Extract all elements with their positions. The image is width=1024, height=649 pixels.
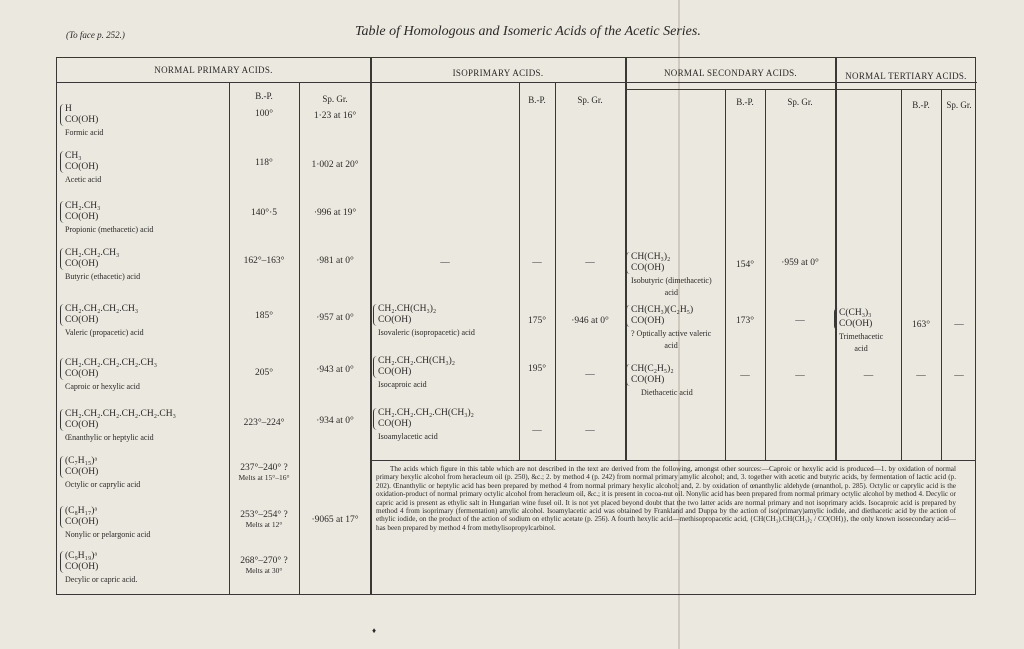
primary-sg: ·996 at 19°	[313, 208, 357, 218]
formula-line-1: CH₂.CH₂.CH₂.CH₃	[65, 304, 139, 314]
primary-bp: 185°	[254, 311, 274, 321]
primary-bp: 162°–163°	[243, 256, 285, 266]
formula-line-1: CH₂.CH₂.CH(CH₃)₂	[378, 356, 456, 366]
ter-bp-col-line	[901, 89, 902, 460]
formula-line-1: CH₂.CH₂.CH₂.CH₂.CH₂.CH₃	[65, 409, 176, 419]
formula-line-2: CO(OH)	[378, 419, 412, 429]
sec-bp: 154°	[735, 260, 755, 270]
primary-entry	[65, 248, 140, 282]
primary-entry	[65, 104, 103, 138]
acid-name: Isoamylacetic acid	[378, 432, 438, 441]
iso-sg: ·946 at 0°	[571, 316, 609, 326]
primary-sg: 1·23 at 16°	[313, 111, 357, 121]
formula-line-2: CO(OH)	[378, 315, 412, 325]
primary-sg: ·943 at 0°	[316, 365, 354, 375]
ter-empty-name: —	[863, 371, 874, 381]
acid-name: Propionic (methacetic) acid	[65, 225, 154, 234]
formula-line-1: CH₂.CH(CH₃)₂	[378, 304, 437, 314]
primary-bp: 118°	[255, 158, 273, 168]
acid-name: Nonylic or pelargonic acid	[65, 530, 151, 539]
primary-sg: 1·002 at 20°	[311, 160, 359, 170]
secondary-entry	[631, 364, 693, 398]
acid-name: Acetic acid	[65, 175, 102, 184]
formula-line-1: (C₉H₁₉)ᵃ	[65, 551, 98, 561]
melting-point: Melts at 30°	[245, 566, 283, 575]
acid-name: Octylic or caprylic acid	[65, 480, 141, 489]
acid-name: Formic acid	[65, 128, 104, 137]
ter-bp: —	[916, 371, 926, 381]
formula-line-2: CO(OH)	[65, 369, 99, 379]
sec-bp: —	[740, 371, 750, 381]
formula-line-2: CO(OH)	[839, 319, 873, 329]
melting-point: Melts at 15°–16°	[238, 473, 290, 482]
divider-primary-iso	[370, 58, 372, 594]
sec-sg-header: Sp. Gr.	[787, 97, 813, 107]
sub-header-rule	[625, 89, 975, 90]
acid-name: Caproic or hexylic acid	[65, 382, 140, 391]
formula-line-2: CO(OH)	[65, 517, 99, 527]
iso-bp: —	[532, 426, 542, 436]
face-page-reference: (To face p. 252.)	[66, 30, 125, 40]
iso-empty-name: —	[440, 258, 450, 268]
acid-name: Decylic or capric acid.	[65, 575, 138, 584]
section-normal-secondary: NORMAL SECONDARY ACIDS.	[663, 68, 797, 78]
formula-line-2: CO(OH)	[65, 162, 99, 172]
primary-entry	[65, 456, 140, 490]
formula-line-2: CO(OH)	[65, 467, 99, 477]
section-normal-primary: NORMAL PRIMARY ACIDS.	[154, 65, 273, 75]
formula-line-2: CO(OH)	[65, 420, 99, 430]
formula-line-1: CH₂.CH₂.CH₂.CH₂.CH₃	[65, 358, 158, 368]
footnote-rule	[371, 460, 975, 461]
secondary-entry	[631, 252, 712, 298]
tertiary-entry	[839, 308, 883, 354]
ter-bp-header: B.-P.	[912, 100, 930, 110]
ter-sg-header: Sp. Gr.	[946, 100, 972, 110]
formula-line-2: CO(OH)	[65, 562, 99, 572]
formula-line-2: CO(OH)	[65, 212, 99, 222]
acid-name: Trimethacetic	[839, 332, 884, 341]
primary-bp	[229, 510, 299, 529]
acid-name: Œnanthylic or heptylic acid	[65, 433, 154, 442]
acid-name: Isocaproic acid	[378, 380, 427, 389]
sec-bp-header: B.-P.	[736, 97, 754, 107]
formula-line-1: CH₂.CH₂.CH₂.CH(CH₃)₂	[378, 408, 474, 418]
formula-line-1: CH₂.CH₂.CH₃	[65, 248, 120, 258]
primary-entry	[65, 358, 157, 392]
acid-name: Isobutyric (dimethacetic)	[631, 276, 712, 285]
divider-secondary-tertiary	[835, 58, 837, 460]
sec-sg-col-line	[765, 89, 766, 460]
footnote-text: The acids which figure in this table which are not described in the text are derived from the following, amongst other sources:—Caproic or hexylic acid is produced—1. by oxidation of normal primary hexylic alcohol from heracleum oil (p. 250), &c.; 2. by method 4 (p. 242) from normal primary amylic alcohol; and, 3. together with acetic and butyric acids, by fermentation of lactic acid (p. 202). Œnanthylic or heptylic acid has been prepared by method 4 from normal primary hexylic alcohol; and, 2. by oxidation of œnanthylic aldehyde (œnanthol, p. 285). Octylic or caprylic acid is the oxidation-product of normal primary octylic alcohol from heracleum oil, &c.; it is present in cocoa-nut oil. Nonylic acid has been prepared from normal primary octylic alcohol by method 4. Decylic or capric acid is present as ethylic salt in Hungarian wine fusel oil. It is not yet placed beyond doubt that the two latter acids are normal primary and not isoprimary acids. Isocaproic acid is prepared by method 4 from isoprimary (fermentation) amylic alcohol. Isoamylacetic acid was obtained by Frankland and Duppa by the action of iso(primary)amylic iodide, and diethacetic acid by the action of ethylic iodide, on the product of the action of sodium on ethylic acetate (p. 256). A fourth hexylic acid—methisopropacetic acid, {CH(CH₃).CH(CH₃)₂ / CO(OH)}, the only known isosecondary acid—has been prepared by method 4 from methylisopropylcarbinol.	[376, 465, 956, 532]
acid-name: Butyric (ethacetic) acid	[65, 272, 141, 281]
page-title: Table of Homologous and Isomeric Acids of the Acetic Series.	[355, 24, 701, 39]
primary-bp: 223°–224°	[243, 418, 285, 428]
formula-line-1: CH(CH₃)₂	[631, 252, 671, 262]
acid-name: ? Optically active valeric	[631, 329, 712, 338]
primary-bp: 140°·5	[251, 208, 277, 218]
formula-line-2: CO(OH)	[631, 375, 665, 385]
primary-entry	[65, 506, 150, 540]
primary-sg: ·981 at 0°	[316, 256, 354, 266]
formula-line-1: C(CH₃)₃	[839, 308, 872, 318]
bp-value: 268°–270° ?	[240, 556, 288, 566]
acid-name: Isovaleric (isopropacetic) acid	[378, 328, 475, 337]
primary-entry	[65, 409, 176, 443]
footnote	[376, 465, 956, 532]
iso-sg: —	[585, 370, 595, 380]
secondary-entry	[631, 305, 711, 351]
primary-entry	[65, 551, 137, 585]
sec-bp-col-line	[725, 89, 726, 460]
page-mark: ♦	[372, 626, 377, 635]
bp-value: 253°–254° ?	[240, 510, 288, 520]
formula-line-1: CH(C₂H₅)₂	[631, 364, 674, 374]
sec-sg: —	[795, 316, 805, 326]
formula-line-2: CO(OH)	[65, 115, 99, 125]
section-isoprimary: ISOPRIMARY ACIDS.	[452, 68, 544, 78]
sec-sg: ·959 at 0°	[781, 258, 819, 268]
bp-value: 237°–240° ?	[240, 463, 288, 473]
iso-entry	[378, 356, 455, 390]
primary-entry	[65, 201, 153, 235]
formula-line-2: CO(OH)	[378, 367, 412, 377]
primary-entry	[65, 304, 144, 338]
iso-bp-col-line	[519, 82, 520, 460]
primary-bp	[229, 463, 299, 482]
primary-entry	[65, 151, 101, 185]
iso-sg: —	[585, 426, 595, 436]
primary-sg: ·9065 at 17°	[311, 515, 359, 525]
primary-bp: 205°	[254, 368, 274, 378]
formula-line-1: H	[65, 104, 72, 114]
iso-bp: —	[532, 258, 542, 268]
primary-sg-header: Sp. Gr.	[322, 94, 348, 104]
iso-bp: 175°	[527, 316, 547, 326]
acid-name-cont: acid	[664, 288, 678, 297]
sec-sg: —	[795, 371, 805, 381]
iso-sg: —	[585, 258, 595, 268]
formula-line-1: CH₂.CH₃	[65, 201, 101, 211]
sec-bp: 173°	[735, 316, 755, 326]
formula-line-1: CH(CH₃)(C₂H₅)	[631, 305, 694, 315]
iso-bp-header: B.-P.	[528, 95, 546, 105]
primary-sg: ·934 at 0°	[316, 416, 354, 426]
acid-name: Valeric (propacetic) acid	[65, 328, 144, 337]
formula-line-2: CO(OH)	[65, 259, 99, 269]
acid-name: Diethacetic acid	[641, 388, 693, 397]
ter-sg: —	[954, 320, 964, 330]
ter-bp: 163°	[911, 320, 931, 330]
section-normal-tertiary: NORMAL TERTIARY ACIDS.	[845, 71, 967, 81]
iso-sg-col-line	[555, 82, 556, 460]
iso-bp: 195°	[527, 364, 547, 374]
iso-entry	[378, 408, 474, 442]
primary-bp-header: B.-P.	[255, 91, 273, 101]
melting-point: Melts at 12°	[245, 520, 283, 529]
primary-bp: 100°	[254, 109, 274, 119]
header-rule	[57, 82, 977, 83]
iso-sg-header: Sp. Gr.	[577, 95, 603, 105]
formula-line-1: CH₃	[65, 151, 82, 161]
primary-sg: ·957 at 0°	[316, 313, 354, 323]
iso-entry	[378, 304, 475, 338]
ter-sg-col-line	[941, 89, 942, 460]
formula-line-2: CO(OH)	[631, 316, 665, 326]
formula-line-1: (C₇H₁₅)ᵃ	[65, 456, 98, 466]
formula-line-2: CO(OH)	[65, 315, 99, 325]
acid-name-cont: acid	[854, 344, 868, 353]
formula-line-1: (C₈H₁₇)ᵃ	[65, 506, 98, 516]
primary-bp	[229, 556, 299, 575]
ter-sg: —	[954, 371, 964, 381]
acid-name-cont: acid	[664, 341, 678, 350]
formula-line-2: CO(OH)	[631, 263, 665, 273]
